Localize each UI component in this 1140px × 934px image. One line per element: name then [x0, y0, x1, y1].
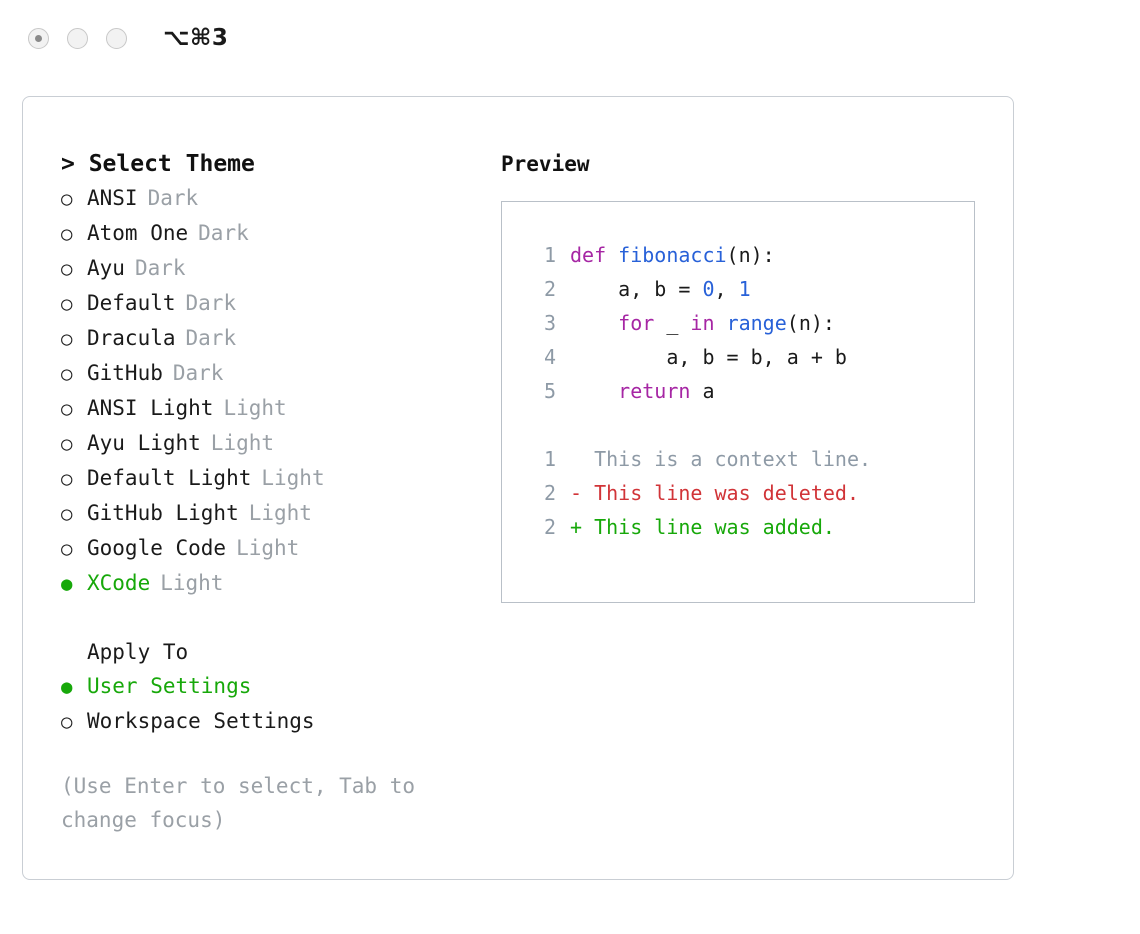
theme-list-item[interactable] — [61, 391, 501, 426]
theme-name: Ayu Light — [87, 431, 201, 455]
theme-variant: Light — [261, 466, 325, 490]
token-keyword: in — [690, 311, 715, 335]
theme-variant: Dark — [185, 291, 237, 315]
theme-variant: Dark — [134, 256, 186, 280]
code-line — [524, 340, 974, 374]
diff-text: - This line was deleted. — [570, 481, 859, 505]
code-text — [570, 272, 751, 306]
window-maximize-button[interactable] — [106, 28, 127, 49]
theme-variant: Light — [223, 396, 287, 420]
line-number: 4 — [543, 345, 556, 369]
theme-list-item-selected[interactable] — [61, 566, 501, 601]
token-plain: a — [690, 379, 715, 403]
select-theme-heading: > Select Theme — [61, 151, 255, 177]
line-number: 3 — [543, 311, 556, 335]
token-plain: (n): — [786, 311, 835, 335]
keyboard-hint-text: (Use Enter to select, Tab to change focus) — [61, 774, 428, 832]
diff-text: This is a context line. — [570, 447, 872, 471]
window-close-button[interactable] — [28, 28, 49, 49]
token-builtin: range — [726, 311, 787, 335]
token-plain — [570, 311, 618, 335]
theme-name: Atom One — [87, 221, 189, 245]
radio-icon[interactable]: ○ — [61, 258, 73, 280]
list-divider-space — [61, 601, 501, 635]
apply-to-heading: Apply To — [87, 640, 189, 664]
apply-to-list[interactable] — [61, 669, 501, 739]
radio-icon[interactable]: ○ — [61, 223, 73, 245]
theme-name: GitHub — [87, 361, 163, 385]
radio-icon[interactable]: ○ — [61, 468, 73, 490]
radio-icon[interactable]: ○ — [61, 538, 73, 560]
token-plain — [715, 311, 727, 335]
line-number: 1 — [543, 243, 556, 267]
theme-variant: Light — [160, 571, 224, 595]
theme-name: GitHub Light — [87, 501, 239, 525]
token-plain: a, b = — [570, 277, 703, 301]
theme-list-item[interactable] — [61, 321, 501, 356]
theme-list[interactable] — [61, 181, 501, 601]
apply-to-option-user-settings[interactable] — [61, 669, 501, 704]
diff-text: + This line was added. — [570, 515, 835, 539]
theme-name: ANSI Light — [87, 396, 214, 420]
token-number: 0 — [702, 277, 715, 301]
token-plain: _ — [654, 311, 691, 335]
code-line — [524, 238, 974, 272]
code-blank-line — [524, 408, 974, 442]
diff-line-context — [524, 442, 974, 476]
line-number: 2 — [543, 515, 556, 539]
theme-list-item[interactable] — [61, 426, 501, 461]
radio-icon[interactable]: ○ — [61, 433, 73, 455]
theme-variant: Light — [236, 536, 300, 560]
code-text — [570, 374, 715, 408]
radio-icon[interactable]: ○ — [61, 503, 73, 525]
theme-list-item[interactable] — [61, 251, 501, 286]
code-line — [524, 306, 974, 340]
theme-list-item[interactable] — [61, 356, 501, 391]
radio-icon[interactable]: ○ — [61, 711, 73, 733]
theme-name: Dracula — [87, 326, 176, 350]
apply-to-option-label: User Settings — [87, 674, 252, 698]
theme-list-item[interactable] — [61, 531, 501, 566]
token-number: 1 — [738, 277, 751, 301]
radio-icon[interactable]: ○ — [61, 293, 73, 315]
line-number: 2 — [543, 277, 556, 301]
radio-icon[interactable]: ○ — [61, 188, 73, 210]
token-function: fibonacci — [618, 243, 727, 267]
radio-icon[interactable]: ○ — [61, 328, 73, 350]
theme-list-item[interactable] — [61, 496, 501, 531]
diff-line-deleted — [524, 476, 974, 510]
theme-variant: Dark — [147, 186, 199, 210]
theme-list-item[interactable] — [61, 216, 501, 251]
preview-heading: Preview — [501, 152, 590, 176]
radio-icon[interactable]: ○ — [61, 363, 73, 385]
apply-to-option-label: Workspace Settings — [87, 709, 315, 733]
window-titlebar — [0, 0, 1140, 76]
theme-selector-panel — [22, 96, 1014, 880]
theme-variant: Light — [248, 501, 312, 525]
theme-list-column — [61, 147, 501, 837]
token-keyword: for — [618, 311, 655, 335]
theme-list-item[interactable] — [61, 286, 501, 321]
theme-variant: Dark — [172, 361, 224, 385]
theme-list-item[interactable] — [61, 181, 501, 216]
token-plain: (n): — [726, 243, 775, 267]
code-line — [524, 374, 974, 408]
theme-variant: Dark — [198, 221, 249, 245]
line-number: 1 — [543, 447, 556, 471]
theme-name: ANSI — [87, 186, 138, 210]
theme-name: Ayu — [87, 256, 125, 280]
theme-variant: Light — [210, 431, 275, 455]
window-minimize-button[interactable] — [67, 28, 88, 49]
code-text — [570, 238, 775, 272]
token-plain: , — [714, 277, 739, 301]
theme-name: XCode — [87, 571, 151, 595]
code-text — [570, 306, 835, 340]
keyboard-shortcut-label: ⌥⌘3 — [163, 25, 229, 51]
close-dot-inner — [35, 35, 42, 42]
theme-name: Default — [87, 291, 176, 315]
token-plain — [570, 379, 618, 403]
theme-name: Google Code — [87, 536, 227, 560]
preview-column — [501, 147, 1001, 603]
code-line — [524, 272, 974, 306]
code-preview-box — [501, 201, 975, 603]
radio-icon-selected[interactable]: ● — [61, 573, 73, 595]
diff-line-added — [524, 510, 974, 544]
line-number: 2 — [543, 481, 556, 505]
theme-list-item[interactable] — [61, 461, 501, 496]
theme-name: Default Light — [87, 466, 252, 490]
token-keyword: return — [618, 379, 691, 403]
token-keyword: def — [570, 243, 619, 267]
code-text: a, b = b, a + b — [570, 345, 847, 369]
radio-icon[interactable]: ○ — [61, 398, 73, 420]
theme-variant: Dark — [185, 326, 237, 350]
line-number: 5 — [543, 379, 556, 403]
apply-to-option-workspace-settings[interactable] — [61, 704, 501, 739]
radio-icon-selected[interactable]: ● — [61, 676, 73, 698]
